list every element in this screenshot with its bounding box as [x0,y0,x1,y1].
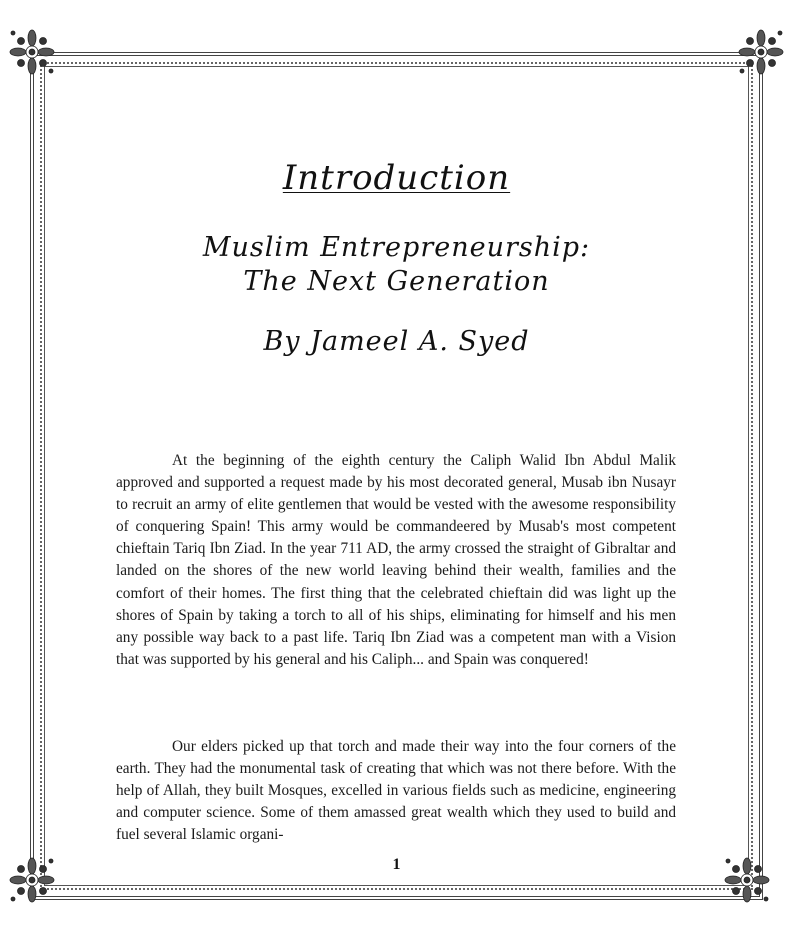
book-subtitle-line-1: Muslim Entrepreneurship: [202,232,591,263]
page-title: Introduction [282,158,511,198]
page-number: 1 [392,856,401,873]
floral-ornament-icon [737,28,785,76]
author-byline: By Jameel A. Syed [263,326,530,357]
body-paragraph: Our elders picked up that torch and made their way into the four corners of the earth. They had the monumental task of creating that which was not there before. With the help of Allah, they built Mosques, excelled in various fields such as medicine, engineering and computer science. Some of them amassed great wealth which they used to build and fuel several Islamic organi- [116,738,676,844]
body-paragraph-2-block [116,736,676,846]
book-subtitle-line-2: The Next Generation [243,266,550,297]
body-paragraph-1-block [116,450,676,671]
body-paragraph: At the beginning of the eighth century the Caliph Walid Ibn Abdul Malik approved and supported a request made by his most decorated general, Musab ibn Nusayr to recruit an army of elite gentlemen that would be vested with the awesome responsibility of conquering Spain! This army would be commandeered by Musab's most competent chieftain Tariq Ibn Ziad. In the year 711 AD, the army crossed the straight of Gibraltar and landed on the shores of the new world leaving behind their wealth, families and the comfort of their homes. The first thing that the celebrated chieftain did was light up the shores of Spain by taking a torch to all of his ships, eliminating for himself and his men any possible way back to a past life. Tariq Ibn Ziad was a competent man with a Vision that was supported by his general and his Caliph... and Spain was conquered! [116,452,676,668]
floral-ornament-icon [8,28,56,76]
